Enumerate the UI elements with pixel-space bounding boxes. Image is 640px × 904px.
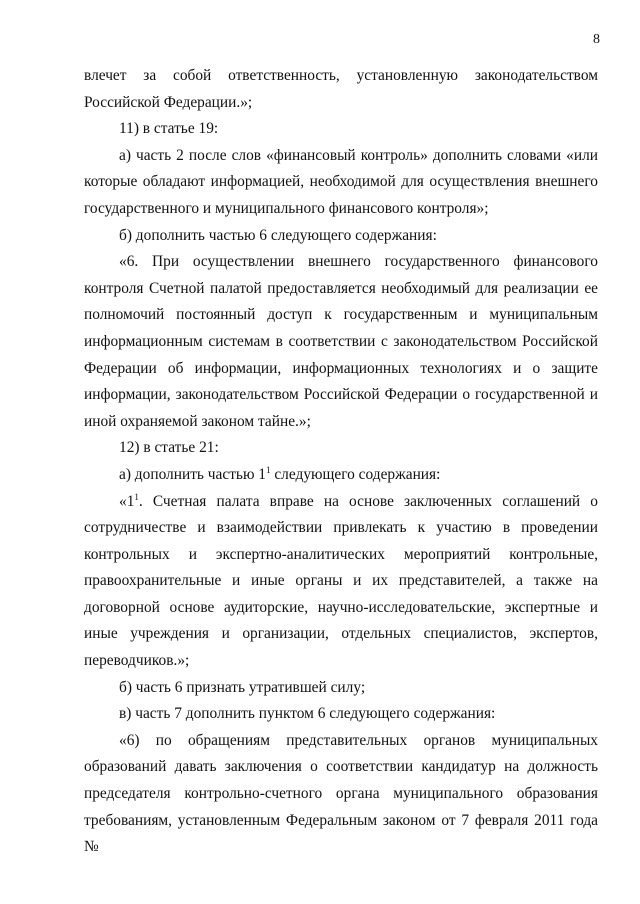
paragraph bbox=[84, 489, 598, 675]
paragraph: 12) в статье 21: bbox=[119, 439, 219, 457]
paragraph bbox=[84, 462, 598, 489]
paragraph: влечет за собой ответственность, установленную законодательством Российской Федерации.»; bbox=[84, 67, 598, 111]
superscript: 1 bbox=[134, 491, 139, 502]
paragraph: «6. При осуществлении внешнего государственного финансового контроля Счетной палатой предоставляется необходимый для реализации ее полномочий постоянный доступ к государственным и муниципальным информационным системам в соответствии с законодательством Российской Федерации об информации, информационных технологиях и о защите информации, законодательством Российской Федерации о государственной и иной охраняемой законом тайне.»; bbox=[84, 253, 598, 430]
document-body bbox=[84, 63, 598, 861]
paragraph: в) часть 7 дополнить пунктом 6 следующего содержания: bbox=[119, 705, 496, 723]
superscript: 1 bbox=[266, 464, 271, 475]
paragraph-text: следующего содержания: bbox=[270, 465, 441, 483]
paragraph-text: . Счетная палата вправе на основе заключенных соглашений о сотрудничестве и взаимодействии привлекать к участию в проведении контрольных и экспертно-аналитических мероприятий контрольные, правоохранительные и иные органы и их представителей, а также на договорной основе аудиторские, научно-исследовательские, экспертные и иные учреждения и организации, отдельных специалистов, экспертов, переводчиков.»; bbox=[84, 492, 598, 670]
page-number: 8 bbox=[593, 32, 600, 47]
paragraph: б) дополнить частью 6 следующего содержания: bbox=[119, 226, 437, 244]
paragraph: а) часть 2 после слов «финансовый контроль» дополнить словами «или которые обладают информацией, необходимой для осуществления внешнего государственного и муниципального финансового контроля»; bbox=[84, 146, 598, 217]
paragraph: б) часть 6 признать утратившей силу; bbox=[119, 678, 366, 696]
paragraph-text: а) дополнить частью 1 bbox=[119, 465, 266, 483]
paragraph: «6) по обращениям представительных органов муниципальных образований давать заключения о соответствии кандидатур на должность председателя контрольно-счетного органа муниципального образования требованиям, установленным Федеральным законом от 7 февраля 2011 года № bbox=[84, 731, 598, 856]
paragraph-text: «1 bbox=[119, 492, 135, 510]
paragraph: 11) в статье 19: bbox=[119, 120, 219, 138]
